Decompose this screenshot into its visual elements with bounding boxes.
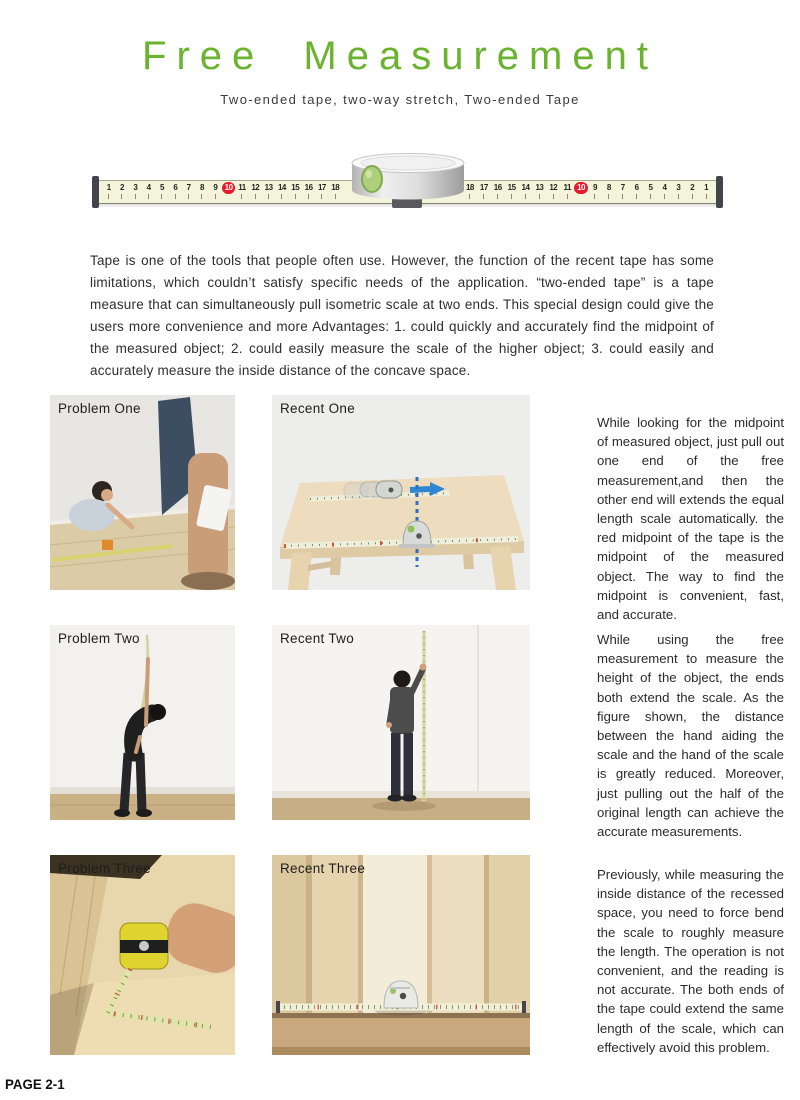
tape-body-icon [348, 152, 468, 212]
tape-number: 12 [546, 182, 560, 194]
recent-one-photo [272, 395, 530, 590]
problem-three-scene [50, 855, 235, 1055]
tape-number: 4 [657, 182, 671, 194]
tape-number: 11 [560, 182, 574, 194]
problem-one-photo [50, 395, 235, 590]
tape-number: 2 [115, 182, 128, 194]
recent-three-photo [272, 855, 530, 1055]
raised-arm [146, 659, 148, 725]
tape-number: 9 [588, 182, 602, 194]
tape-scale-left [102, 182, 342, 202]
person-legs [391, 733, 401, 796]
table-leg [288, 552, 312, 590]
tape-number: 18 [463, 182, 477, 194]
tape-end-hook-left [92, 176, 99, 208]
tape-number: 6 [630, 182, 644, 194]
problem-two-label: Problem Two [58, 631, 140, 646]
tape-number: 8 [602, 182, 616, 194]
tape-number: 6 [169, 182, 182, 194]
tape-number: 3 [129, 182, 142, 194]
tape-number: 16 [302, 182, 315, 194]
tape-number: 1 [102, 182, 115, 194]
tape-number: 10 [222, 182, 235, 194]
green-button-icon [362, 166, 382, 192]
tape-number: 11 [235, 182, 248, 194]
row-two-description: While using the free measurement to measure the height of the object, the ends both extend the scale. As the figure shown, the distance between the hand aiding the scale and the hand of the scale is greatly reduced. Moreover, just pulling out the half of the original length can achieve the accurate measurements. [597, 632, 784, 840]
tape-number: 15 [505, 182, 519, 194]
tape-number: 8 [195, 182, 208, 194]
tape-number: 10 [574, 182, 588, 194]
tape-number: 5 [155, 182, 168, 194]
problem-one-label: Problem One [58, 401, 141, 416]
problem-two-photo [50, 625, 235, 820]
tape-number: 7 [182, 182, 195, 194]
problem-two-scene [50, 625, 235, 820]
row-three-description: Previously, while measuring the inside distance of the recessed space, you need to force bend the scale to roughly measure the length. The operation is not convenient, and the reading is not accurate. The both ends of the tape could extend the same length of the scale, which can effectively avoid this problem. [597, 867, 784, 1055]
tape-number: 3 [671, 182, 685, 194]
page-number: PAGE 2-1 [5, 1076, 65, 1092]
tape-number: 7 [616, 182, 630, 194]
recent-one-label: Recent One [280, 401, 356, 416]
tape-number: 17 [315, 182, 328, 194]
tape-number: 4 [142, 182, 155, 194]
tape-end-hook-right [716, 176, 723, 208]
tape-number: 13 [262, 182, 275, 194]
tape-case-icon [102, 540, 113, 550]
tape-number: 13 [532, 182, 546, 194]
tape-number: 18 [329, 182, 342, 194]
row-one-description: While looking for the midpoint of measured object, just pull out one end of the free measurement,and then the other end will extends the equal length scale automatically. the red midpoint of the tape is the midpoint of the measured object. The way to find the midpoint is convenient, fast, and accurate. [597, 415, 784, 623]
tape-number: 17 [477, 182, 491, 194]
tape-number: 14 [275, 182, 288, 194]
recent-three-scene [272, 855, 530, 1055]
intro-paragraph: Tape is one of the tools that people often use. However, the function of the recent tape has some limitations, which couldn’t satisfy specific needs of the application. “two-ended tape” is a tape measure that can simultaneously pull isometric scale at two ends. This special design could give the users more convenience and more Advantages: 1. could quickly and accurately find the midpoint of the measured object; 2. could easily measure the scale of the higher object; 3. could easily and accurately measure the inside distance of the concave space. [90, 252, 714, 378]
recent-two-photo [272, 625, 530, 820]
table-top [280, 475, 524, 547]
tape-scale-right [463, 182, 713, 202]
blue-arrow-icon [410, 489, 430, 490]
recent-two-scene [272, 625, 530, 820]
tape-number: 15 [289, 182, 302, 194]
tape-number: 9 [209, 182, 222, 194]
tape-number: 5 [644, 182, 658, 194]
problem-one-scene [50, 395, 235, 590]
tape-hero-graphic [95, 150, 720, 216]
recent-one-scene [272, 395, 530, 590]
person-head [394, 671, 411, 688]
page-subtitle: Two-ended tape, two-way stretch, Two-ended Tape [220, 92, 580, 107]
page-title: Free Measurement [142, 34, 658, 78]
tape-number: 2 [685, 182, 699, 194]
tape-number: 1 [699, 182, 713, 194]
tape-number: 12 [249, 182, 262, 194]
tape-number: 14 [519, 182, 533, 194]
tape-number: 16 [491, 182, 505, 194]
recent-two-label: Recent Two [280, 631, 355, 646]
person-head [150, 704, 166, 720]
problem-three-label: Problem Three [58, 861, 151, 876]
problem-three-photo [50, 855, 235, 1055]
recent-three-label: Recent Three [280, 861, 366, 876]
